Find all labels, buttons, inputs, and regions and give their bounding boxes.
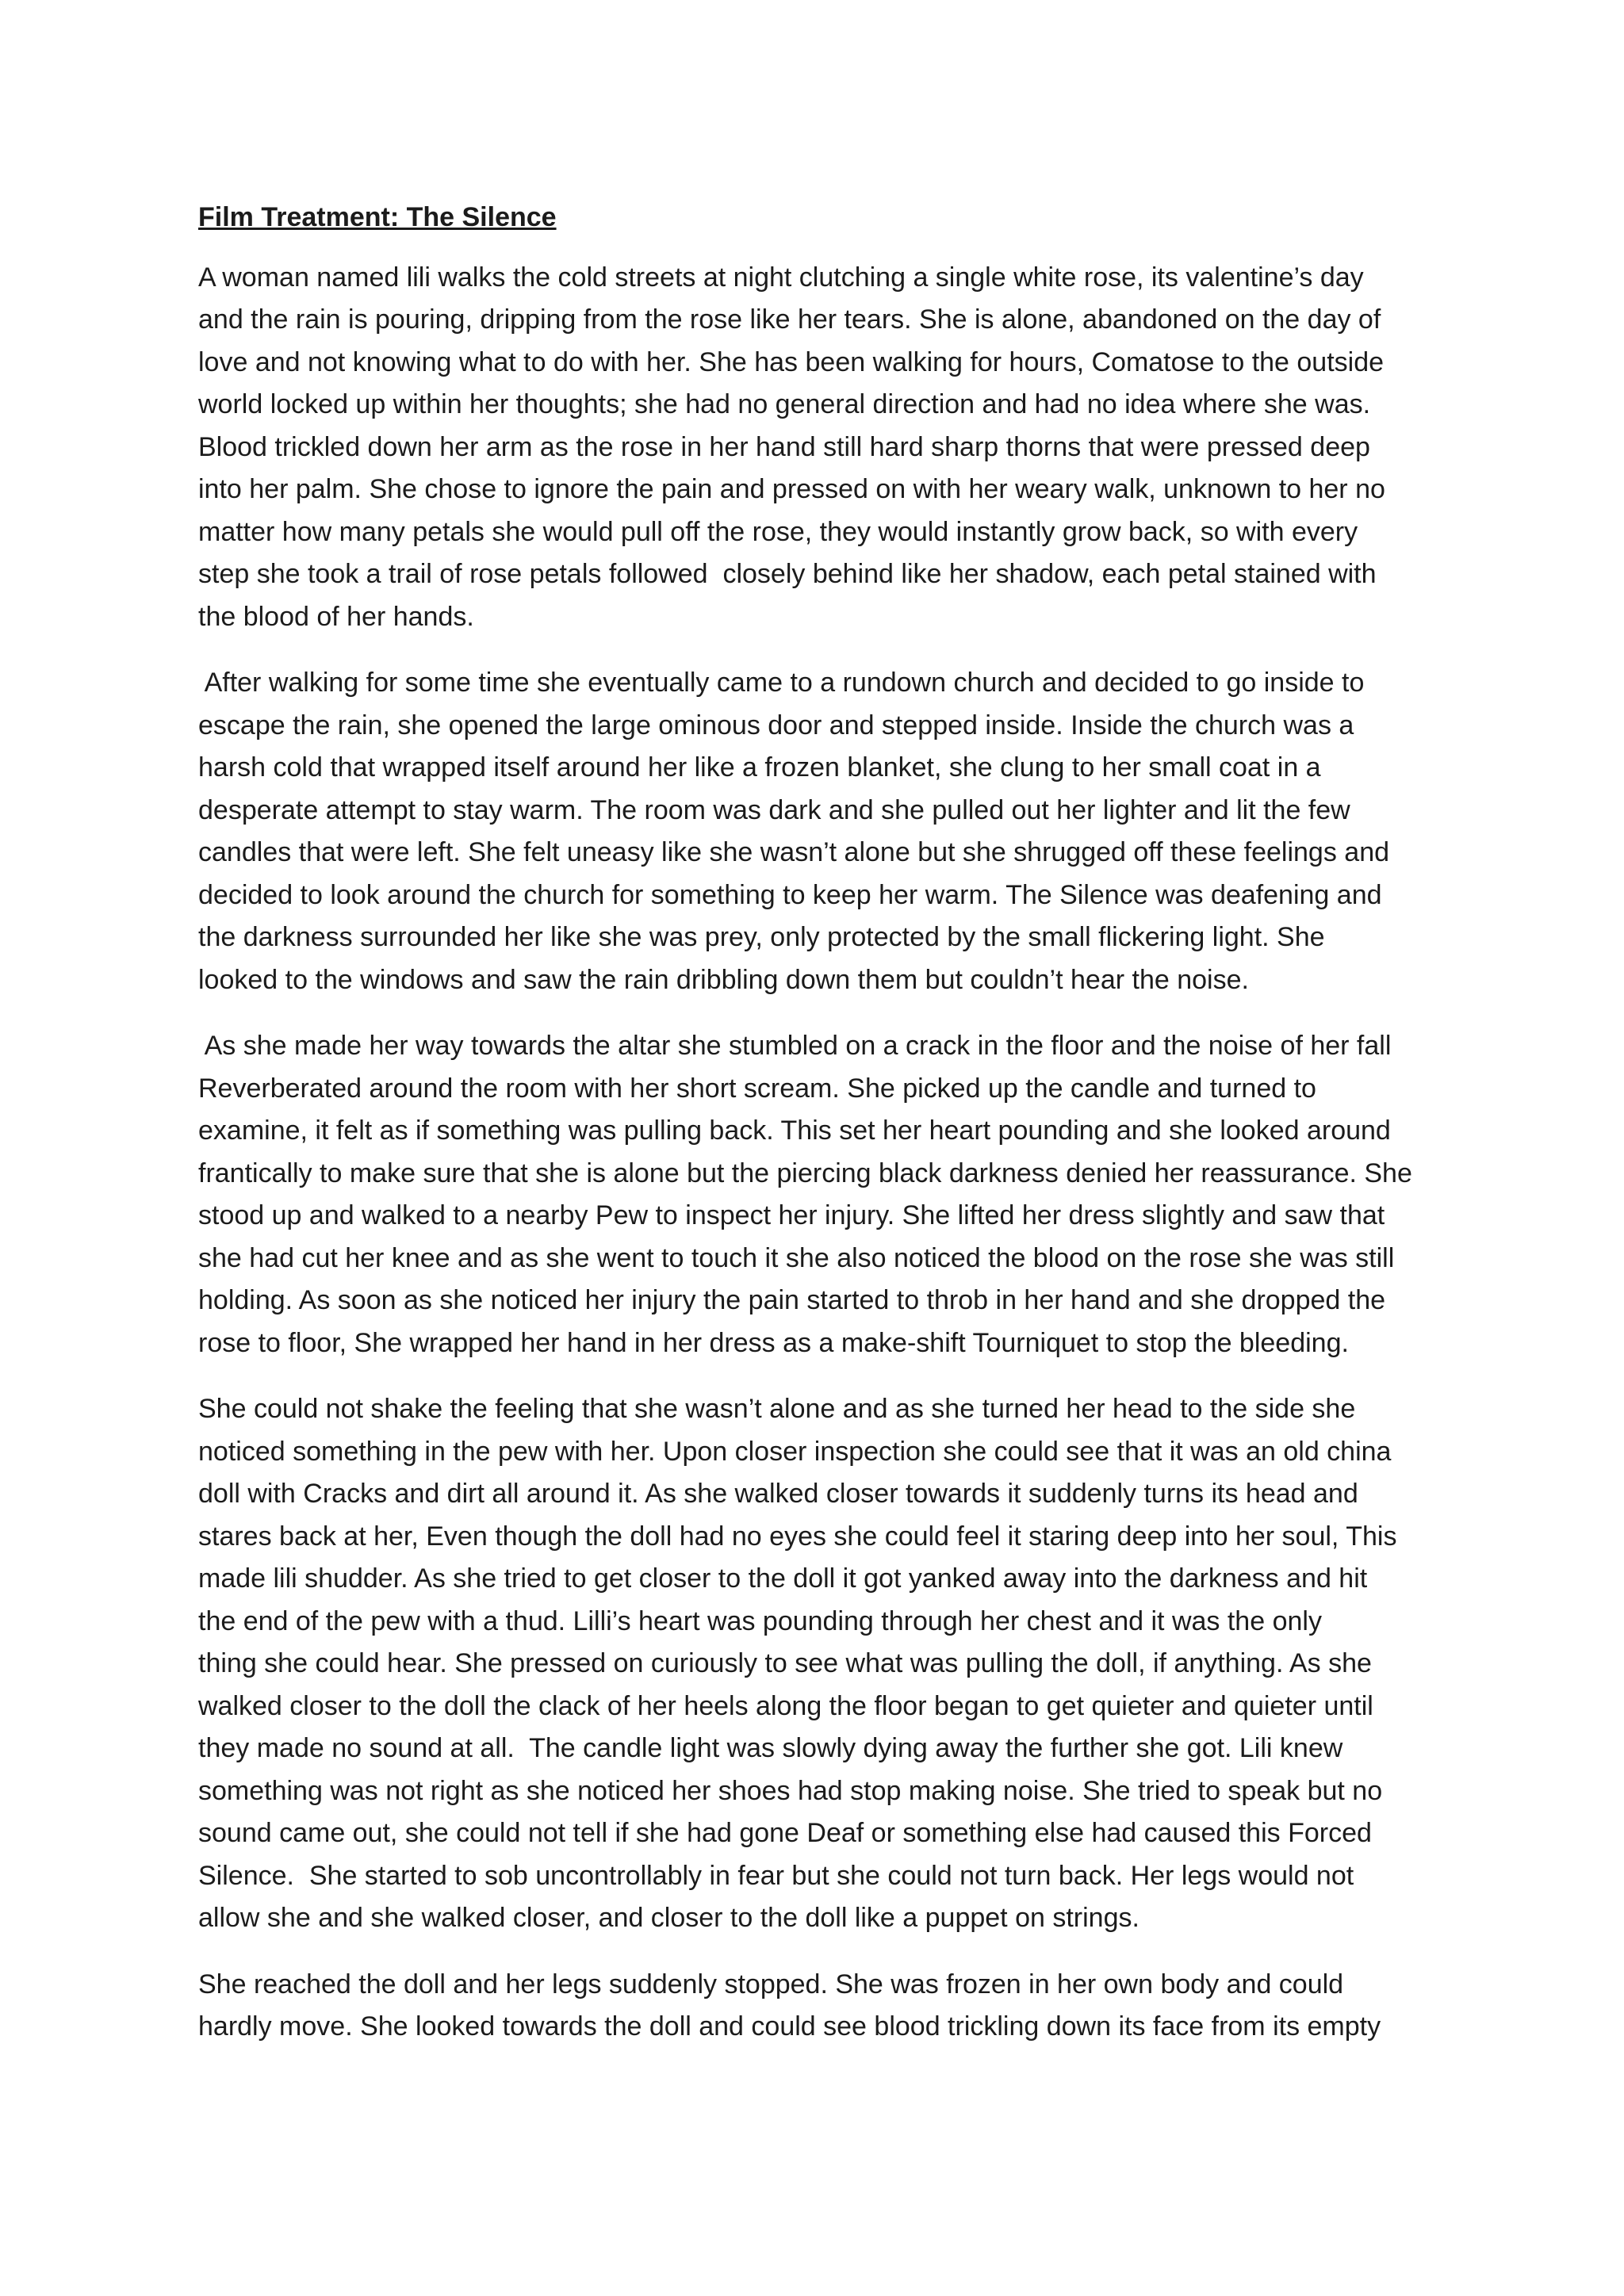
paragraph-line: matter how many petals she would pull off the rose, they would instantly grow back, so with every — [198, 516, 1358, 547]
paragraph-line: desperate attempt to stay warm. The room was dark and she pulled out her lighter and lit the few — [198, 794, 1350, 825]
paragraph-line: decided to look around the church for something to keep her warm. The Silence was deafening and — [198, 879, 1382, 910]
paragraph-line: After walking for some time she eventually came to a rundown church and decided to go inside to — [198, 668, 1365, 698]
paragraph-line: Blood trickled down her arm as the rose in her hand still hard sharp thorns that were pressed deep — [198, 431, 1370, 462]
paragraph-line: allow she and she walked closer, and closer to the doll like a puppet on strings. — [198, 1903, 1139, 1933]
paragraph-line: sound came out, she could not tell if she had gone Deaf or something else had caused this Forced — [198, 1818, 1372, 1848]
paragraph-line: and the rain is pouring, dripping from the rose like her tears. She is alone, abandoned on the day of — [198, 304, 1381, 335]
paragraph-line: Silence. She started to sob uncontrollably in fear but she could not turn back. Her legs would not — [198, 1860, 1354, 1891]
paragraph-line: She reached the doll and her legs suddenly stopped. She was frozen in her own body and could — [198, 1969, 1344, 1999]
paragraph-line: into her palm. She chose to ignore the pain and pressed on with her weary walk, unknown to her no — [198, 474, 1385, 504]
document-title: Film Treatment: The Silence — [198, 202, 557, 232]
paragraph-line: love and not knowing what to do with her. She has been walking for hours, Comatose to the outside — [198, 346, 1385, 377]
paragraph-line: noticed something in the pew with her. Upon closer inspection she could see that it was an old china — [198, 1436, 1392, 1467]
document-body — [198, 197, 1447, 2072]
paragraph-list — [198, 257, 1447, 2049]
paragraph-line: harsh cold that wrapped itself around her like a frozen blanket, she clung to her small coat in a — [198, 752, 1321, 783]
paragraph-line: the blood of her hands. — [198, 601, 474, 632]
paragraph-line: frantically to make sure that she is alone but the piercing black darkness denied her reassurance. She — [198, 1158, 1412, 1188]
paragraph — [198, 1388, 1447, 1940]
paragraph-line: Reverberated around the room with her short scream. She picked up the candle and turned to — [198, 1073, 1316, 1104]
paragraph-line: hardly move. She looked towards the doll and could see blood trickling down its face from its empty — [198, 2011, 1381, 2042]
paragraph-line: made lili shudder. As she tried to get closer to the doll it got yanked away into the darkness and hit — [198, 1563, 1368, 1594]
paragraph-line: world locked up within her thoughts; she had no general direction and had no idea where she was. — [198, 389, 1371, 419]
paragraph-line: stares back at her, Even though the doll had no eyes she could feel it staring deep into her soul, This — [198, 1521, 1397, 1552]
paragraph-line: As she made her way towards the altar she stumbled on a crack in the floor and the noise of her fall — [198, 1031, 1392, 1061]
paragraph — [198, 257, 1447, 639]
paragraph-line: looked to the windows and saw the rain dribbling down them but couldn’t hear the noise. — [198, 964, 1249, 995]
paragraph-line: the end of the pew with a thud. Lilli’s heart was pounding through her chest and it was the only — [198, 1605, 1322, 1636]
paragraph-line: the darkness surrounded her like she was prey, only protected by the small flickering light. She — [198, 922, 1325, 952]
paragraph — [198, 1025, 1447, 1364]
paragraph-line: holding. As soon as she noticed her injury the pain started to throb in her hand and she dropped the — [198, 1285, 1386, 1315]
paragraph — [198, 662, 1447, 1001]
paragraph-line: examine, it felt as if something was pulling back. This set her heart pounding and she looked around — [198, 1115, 1391, 1146]
paragraph-line: something was not right as she noticed her shoes had stop making noise. She tried to speak but no — [198, 1775, 1383, 1806]
paragraph — [198, 1964, 1447, 2049]
paragraph-line: She could not shake the feeling that she wasn’t alone and as she turned her head to the side she — [198, 1394, 1356, 1424]
paragraph-line: rose to floor, She wrapped her hand in her dress as a make-shift Tourniquet to stop the bleeding. — [198, 1327, 1349, 1358]
paragraph-line: A woman named lili walks the cold streets at night clutching a single white rose, its valentine’s day — [198, 262, 1364, 293]
paragraph-line: step she took a trail of rose petals followed closely behind like her shadow, each petal stained with — [198, 559, 1377, 589]
paragraph-line: they made no sound at all. The candle light was slowly dying away the further she got. Lili knew — [198, 1733, 1343, 1763]
paragraph-line: candles that were left. She felt uneasy like she wasn’t alone but she shrugged off these feelings and — [198, 837, 1390, 867]
paragraph-line: escape the rain, she opened the large ominous door and stepped inside. Inside the church was a — [198, 710, 1354, 740]
paragraph-line: thing she could hear. She pressed on curiously to see what was pulling the doll, if anything. As she — [198, 1648, 1372, 1678]
paragraph-line: walked closer to the doll the clack of her heels along the floor began to get quieter and quieter until — [198, 1690, 1373, 1721]
paragraph-line: stood up and walked to a nearby Pew to inspect her injury. She lifted her dress slightly and saw that — [198, 1200, 1385, 1230]
paragraph-line: she had cut her knee and as she went to touch it she also noticed the blood on the rose she was still — [198, 1242, 1395, 1273]
paragraph-line: doll with Cracks and dirt all around it. As she walked closer towards it suddenly turns its head and — [198, 1479, 1358, 1509]
